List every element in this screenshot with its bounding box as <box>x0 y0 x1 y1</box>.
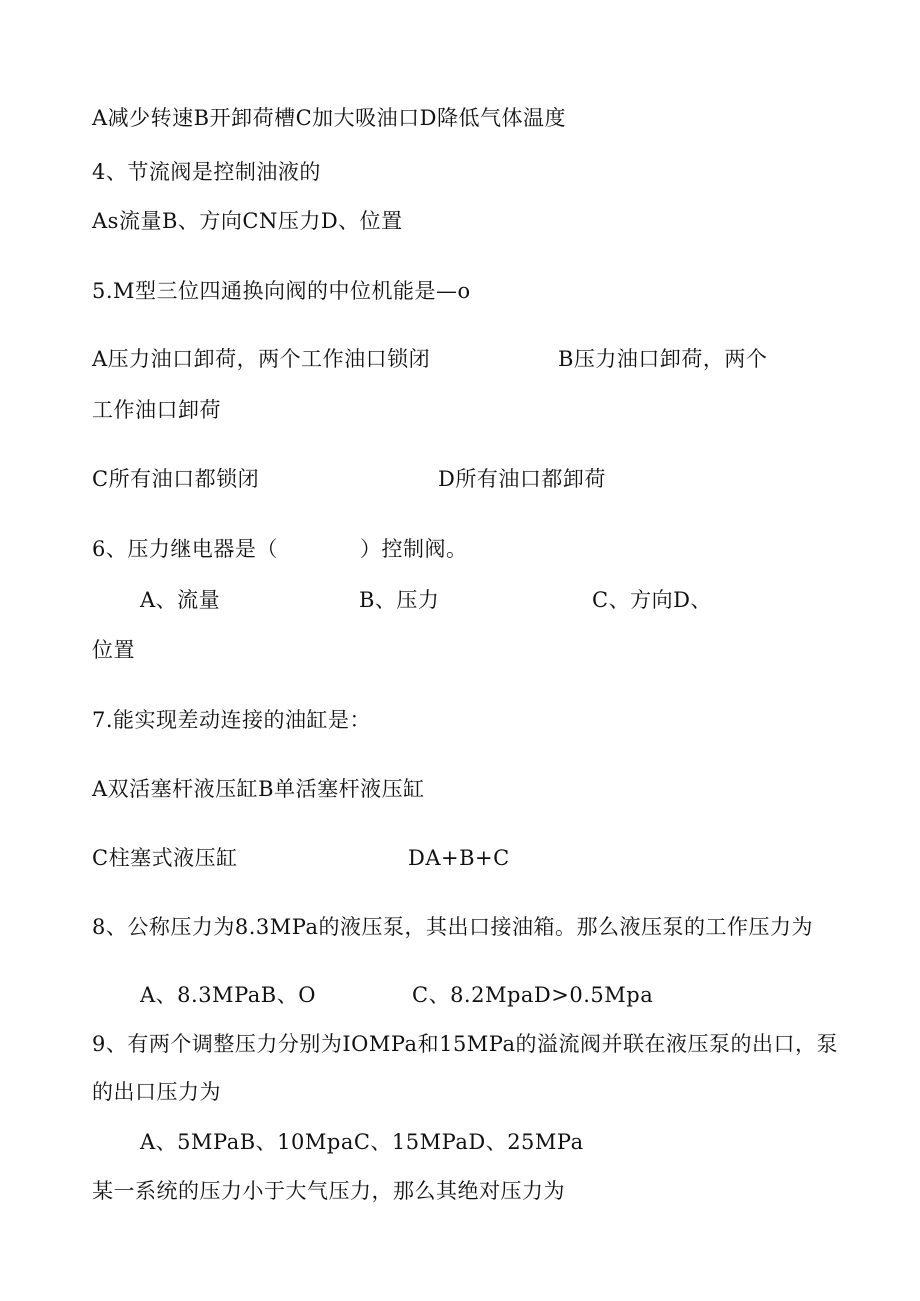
q4-stem: 4、节流阀是控制油液的 <box>92 160 321 184</box>
q6-stem-before-blank: 6、压力继电器是（ <box>92 537 278 561</box>
q9-options: A、5MPaB、10MpaC、15MPaD、25MPa <box>140 1130 584 1154</box>
q8-option-a-b: A、8.3MPaB、O <box>140 983 316 1007</box>
q9-stem: 9、有两个调整压力分别为IOMPa和15MPa的溢流阀并联在液压泵的出口，泵 <box>92 1032 839 1056</box>
q7-option-c: C柱塞式液压缸 <box>92 846 238 870</box>
q6-option-d-continued: 位置 <box>92 638 135 662</box>
q5-option-b-continued: 工作油口卸荷 <box>92 398 221 422</box>
q6-option-c-d: C、方向D、 <box>592 588 712 612</box>
q9-stem-continued: 的出口压力为 <box>92 1080 221 1104</box>
q5-option-d: D所有油口都卸荷 <box>438 467 606 491</box>
q5-option-c: C所有油口都锁闭 <box>92 467 260 491</box>
q7-option-d: DA+B+C <box>408 846 510 870</box>
q7-stem: 7.能实现差动连接的油缸是： <box>92 708 372 732</box>
q8-option-c-d: C、8.2MpaD>0.5Mpa <box>412 983 654 1007</box>
q5-option-b: B压力油口卸荷，两个 <box>558 347 768 371</box>
q5-option-a: A压力油口卸荷，两个工作油口锁闭 <box>92 347 431 371</box>
q7-options-a-b: A双活塞杆液压缸B单活塞杆液压缸 <box>92 777 425 801</box>
q10-stem: 某一系统的压力小于大气压力，那么其绝对压力为 <box>92 1179 565 1203</box>
q6-stem-after-blank: ）控制阀。 <box>360 537 468 561</box>
q6-option-a: A、流量 <box>140 588 221 612</box>
q8-stem: 8、公称压力为8.3MPa的液压泵，其出口接油箱。那么液压泵的工作压力为 <box>92 915 813 939</box>
q3-options: A减少转速B开卸荷槽C加大吸油口D降低气体温度 <box>92 106 567 130</box>
q4-options: As流量B、方向CN压力D、位置 <box>92 209 403 233</box>
q5-stem: 5.M型三位四通换向阀的中位机能是—o <box>92 279 471 303</box>
q6-option-b: B、压力 <box>359 588 440 612</box>
